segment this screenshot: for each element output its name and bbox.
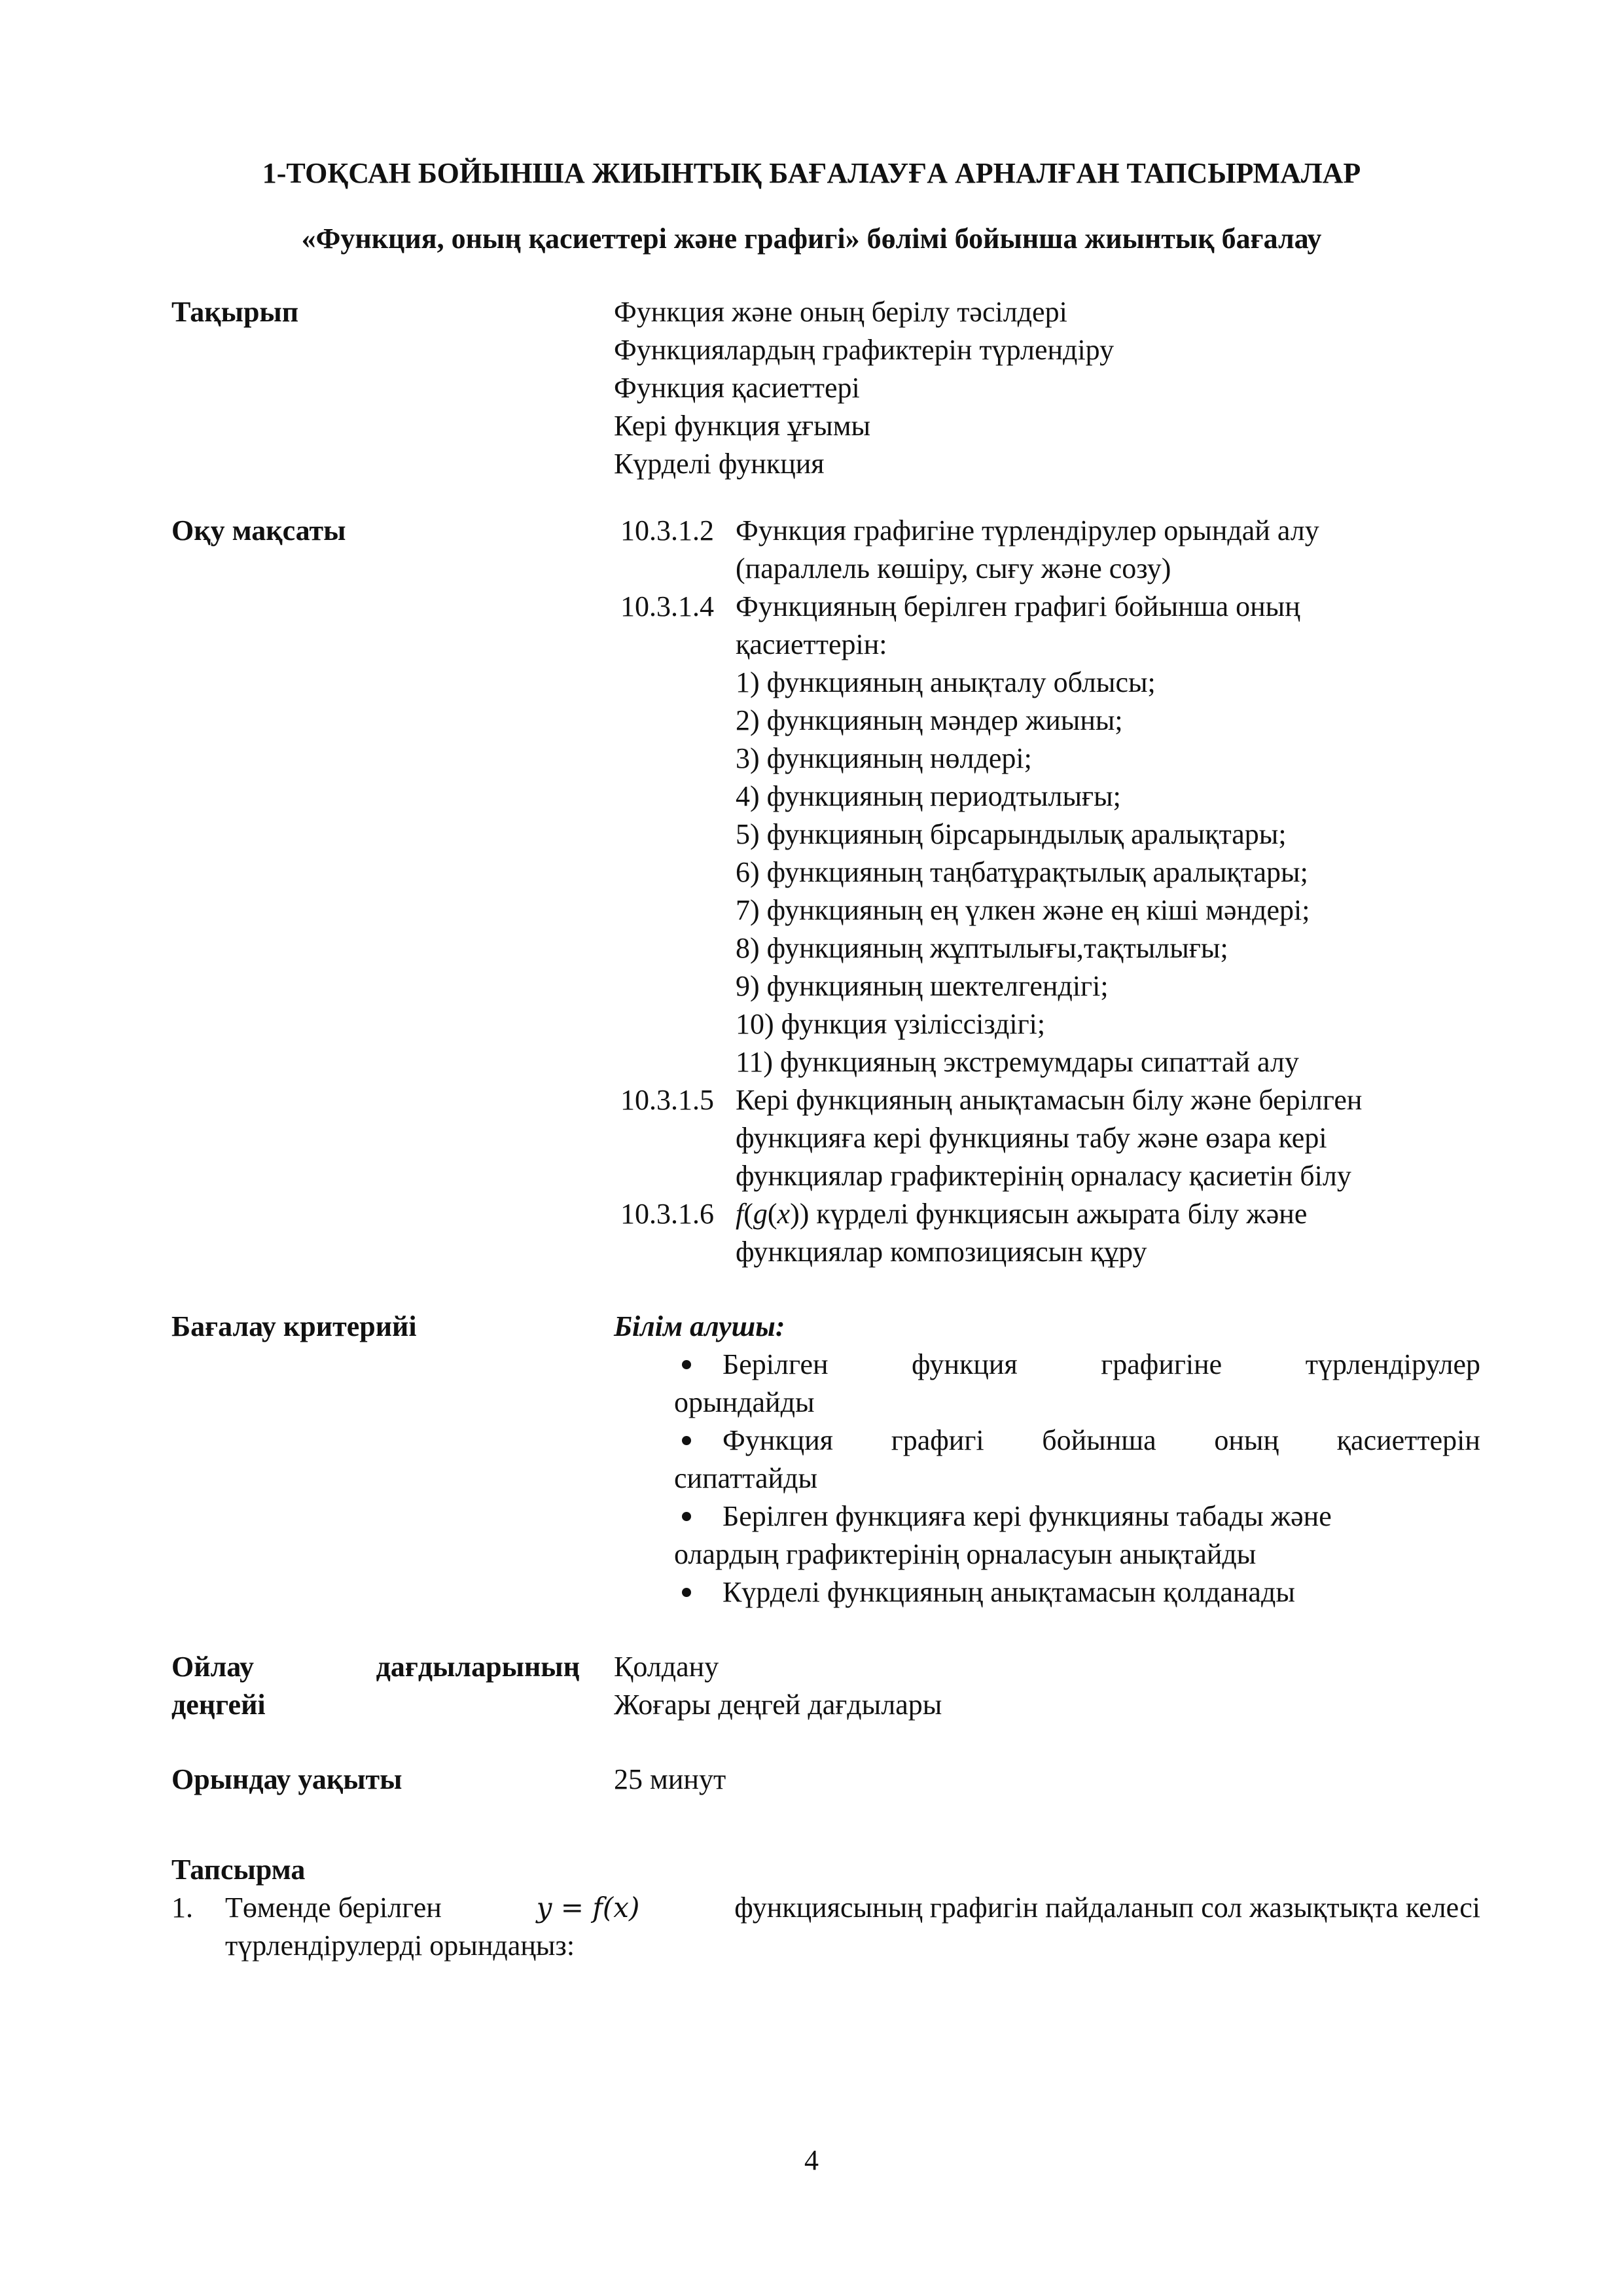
- objectives-label: Оқу мақсаты: [171, 514, 346, 547]
- objective-code: 10.3.1.2: [620, 514, 714, 547]
- formula: y = f(x): [536, 1892, 640, 1924]
- function-g: g: [753, 1198, 768, 1230]
- task-text-part: Төменде берілген: [225, 1892, 449, 1924]
- function-f: f: [736, 1198, 744, 1230]
- paren: )): [790, 1198, 810, 1230]
- objective-text: қасиеттерін:: [736, 628, 887, 660]
- property-item: 9) функцияның шектелгендігі;: [736, 970, 1109, 1002]
- word: бойынша: [1042, 1424, 1156, 1456]
- property-item: 4) функцияның периодтылығы;: [736, 780, 1121, 812]
- word: графигі: [891, 1424, 984, 1456]
- topic-list: [614, 293, 1114, 483]
- objective-code: 10.3.1.5: [620, 1084, 714, 1116]
- objective-code: 10.3.1.4: [620, 590, 714, 622]
- task-text-line2: түрлендірулерді орындаңыз:: [225, 1929, 575, 1962]
- objective-text: Кері функцияның анықтамасын білу және берілген: [736, 1084, 1363, 1116]
- thinking-value: Жоғары деңгей дағдылары: [614, 1689, 942, 1721]
- word: қасиеттерін: [1336, 1424, 1480, 1456]
- word: Функция: [722, 1424, 834, 1456]
- objective-text: Функцияның берілген графигі бойынша оның: [736, 590, 1300, 622]
- thinking-label-line2: деңгейі: [171, 1689, 266, 1721]
- criterion-line: Күрделі функцияның анықтамасын қолданады: [722, 1576, 1295, 1608]
- page-number: 4: [804, 2144, 819, 2176]
- criterion-line: [722, 1346, 1480, 1384]
- paren: (: [743, 1198, 753, 1230]
- criterion-line: [722, 1422, 1480, 1460]
- objective-text: (параллель көшіру, сығу және созу): [736, 552, 1171, 584]
- paren: (: [767, 1198, 777, 1230]
- objective-text: функциялар графиктерінің орналасу қасиетін білу: [736, 1160, 1351, 1192]
- objective-text: Функция графигіне түрлендірулер орындай алу: [736, 514, 1319, 547]
- objective-text: [736, 1195, 1307, 1233]
- word: функция: [912, 1348, 1018, 1380]
- variable-x: x: [777, 1198, 791, 1230]
- property-item: 8) функцияның жұптылығы,тақтылығы;: [736, 932, 1228, 964]
- criteria-label: Бағалау критерийі: [171, 1310, 417, 1342]
- property-item: 2) функцияның мәндер жиыны;: [736, 704, 1123, 736]
- objective-text-rest: күрделі функциясын ажырата білу және: [809, 1198, 1308, 1230]
- objective-text: функцияға кері функцияны табу және өзара кері: [736, 1122, 1327, 1154]
- objective-text: функциялар композициясын құру: [736, 1236, 1147, 1268]
- thinking-value: Қолдану: [614, 1651, 719, 1683]
- criterion-line: Берілген функцияға кері функцияны табады және: [722, 1500, 1332, 1532]
- word: графигіне: [1101, 1348, 1222, 1380]
- topic-item: Күрделі функция: [614, 448, 825, 480]
- topic-label: Тақырып: [171, 296, 299, 328]
- bullet-icon: [682, 1512, 691, 1521]
- criterion-line: орындайды: [674, 1386, 815, 1418]
- property-item: 7) функцияның ең үлкен және ең кіші мәндері;: [736, 894, 1310, 926]
- property-item: 11) функцияның экстремумдары сипаттай алу: [736, 1046, 1299, 1078]
- topic-item: Кері функция ұғымы: [614, 410, 871, 442]
- property-item: 6) функцияның таңбатұрақтылық аралықтары;: [736, 856, 1308, 888]
- word: оның: [1214, 1424, 1279, 1456]
- task-label: Тапсырма: [171, 1854, 306, 1886]
- property-item: 3) функцияның нөлдері;: [736, 742, 1032, 774]
- property-item: 5) функцияның бірсарындылық аралықтары;: [736, 818, 1287, 850]
- thinking-label: [171, 1648, 580, 1686]
- objective-code: 10.3.1.6: [620, 1198, 714, 1230]
- learner-heading: Білім алушы:: [614, 1310, 785, 1342]
- word: Берілген: [722, 1348, 829, 1380]
- time-value: 25 минут: [614, 1763, 726, 1795]
- criterion-line: сипаттайды: [674, 1462, 818, 1494]
- main-title: 1-ТОҚСАН БОЙЫНША ЖИЫНТЫҚ БАҒАЛАУҒА АРНАЛҒАН ТАПСЫРМАЛАР: [262, 157, 1361, 189]
- task-number: 1.: [171, 1892, 193, 1924]
- topic-item: Функциялардың графиктерін түрлендіру: [614, 334, 1115, 366]
- word: дағдыларының: [376, 1651, 580, 1683]
- topic-item: Функция және оның берілу тәсілдері: [614, 296, 1067, 328]
- task-text-part: функциясының графигін пайдаланып сол жазықтықта келесі: [727, 1892, 1480, 1924]
- time-label: Орындау уақыты: [171, 1763, 402, 1795]
- criterion-line: олардың графиктерінің орналасуын анықтайды: [674, 1538, 1257, 1570]
- topic-item: Функция қасиеттері: [614, 372, 860, 404]
- word: Ойлау: [171, 1651, 255, 1683]
- word: түрлендірулер: [1305, 1348, 1480, 1380]
- bullet-icon: [682, 1436, 691, 1445]
- subtitle: «Функция, оның қасиеттері және графигі» бөлімі бойынша жиынтық бағалау: [301, 223, 1322, 255]
- task-text: [225, 1889, 1480, 1927]
- bullet-icon: [682, 1360, 691, 1369]
- bullet-icon: [682, 1588, 691, 1597]
- property-item: 1) функцияның анықталу облысы;: [736, 666, 1156, 698]
- property-item: 10) функция үзіліссіздігі;: [736, 1008, 1046, 1040]
